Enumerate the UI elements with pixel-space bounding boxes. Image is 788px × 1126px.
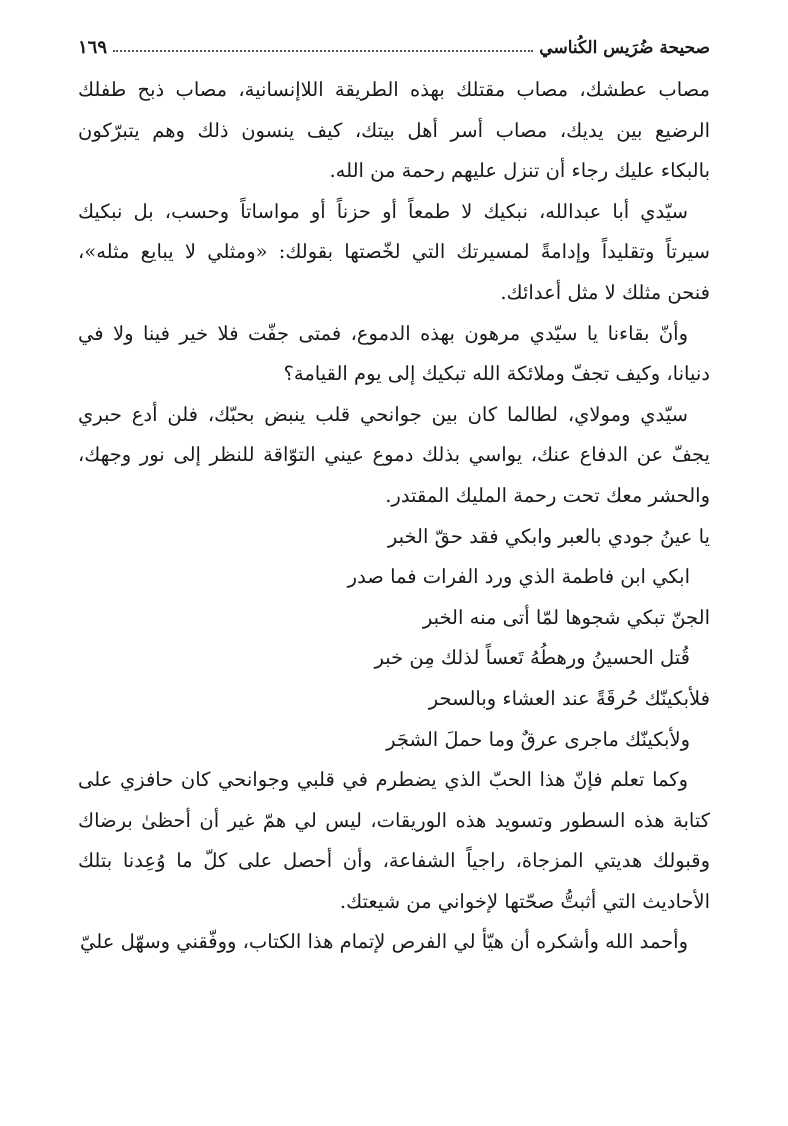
text-line: وأنّ بقاءنا يا سيّدي مرهون بهذه الدموع، فمتى جفّت فلا خير فينا ولا في [78,321,688,345]
page-header [78,30,710,58]
text-line: بالبكاء عليك رجاء أن تنزل عليهم رحمة من الله. [329,159,710,183]
body-text [78,70,710,963]
text-line: وأحمد الله وأشكره أن هيّأ لي الفرص لإتمام هذا الكتاب، ووفّقني وسهّل عليّ [80,930,688,954]
poem-verse: فلأبكينّك حُرقَةً عند العشاء وبالسحر [428,686,710,710]
text-line: وقبولك هديتي المزجاة، راجياً الشفاعة، وأن أحصل على كلّ ما وُعِدنا بتلك [78,849,710,873]
text-line: وكما تعلم فإنّ هذا الحبّ الذي يضطرم في قلبي وجوانحي كان حافزي على [78,768,688,792]
poem-verse: ابكي ابن فاطمة الذي ورد الفرات فما صدر [347,565,690,589]
text-line: سيّدي أبا عبدالله، نبكيك لا طمعاً أو حزناً أو مواساتاً وحسب، بل نبكيك [78,199,688,223]
text-line: والحشر معك تحت رحمة المليك المقتدر. [385,483,710,507]
text-line: الرضيع بين يديك، مصاب أسر أهل بيتك، كيف ينسون ذلك وهم يتبرّكون [78,118,710,142]
poem-verse: يا عينُ جودي بالعبر وابكي فقد حقّ الخبر [387,524,710,548]
running-title: صحيحة ضُرَيس الكُناسي [539,38,710,58]
text-line: مصاب عطشك، مصاب مقتلك بهذه الطريقة اللاإنسانية، مصاب ذبح طفلك [78,78,710,101]
text-line: سيّدي ومولاي، لطالما كان بين جوانحي قلب ينبض بحبّك، فلن أدع حبري [78,402,688,426]
text-line: دنيانا، وكيف تجفّ وملائكة الله تبكيك إلى يوم القيامة؟ [283,362,710,386]
text-line: يجفّ عن الدفاع عنك، يواسي بذلك دموع عيني التوّاقة للنظر إلى نور وجهك، [78,443,710,467]
text-line: سيرتاً وتقليداً وإدامةً لمسيرتك التي لخّصتها بقولك: «ومثلي لا يبايع مثله»، [78,240,710,264]
dotted-leader [113,50,533,52]
poem-verse: الجنّ تبكي شجوها لمّا أتى منه الخبر [422,605,710,629]
text-line: كتابة هذه السطور وتسويد هذه الوريقات، ليس لي همّ غير أن أحظىٰ برضاك [78,808,710,832]
poem-verse: ولأبكينّك ماجرى عرقٌ وما حملَ الشجَر [386,727,690,751]
text-line: فنحن مثلك لا مثل أعدائك. [500,280,710,304]
page-number: ١٦٩ [78,37,108,58]
poem-verse: قُتل الحسينُ ورهطُهُ تَعساً لذلك مِن خبر [374,646,690,670]
text-line: الأحاديث التي أثبتُّ صحّتها لإخواني من شيعتك. [339,889,710,913]
